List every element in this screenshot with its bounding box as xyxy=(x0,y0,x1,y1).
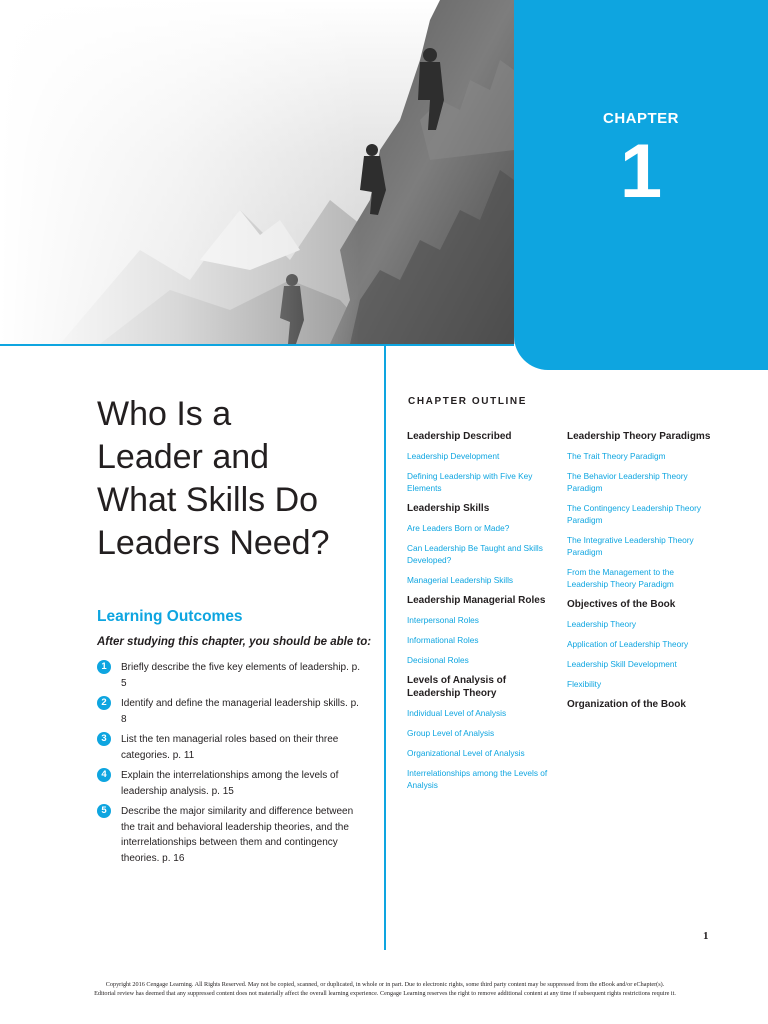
outline-section-heading: Leadership Managerial Roles xyxy=(407,595,546,606)
learning-outcome-item xyxy=(97,732,367,763)
outline-link[interactable]: Interpersonal Roles xyxy=(407,615,479,625)
outcome-number-badge: 1 xyxy=(97,660,111,674)
learning-outcome-item xyxy=(97,804,367,866)
outline-link[interactable]: Informational Roles xyxy=(407,635,479,645)
title-line: Leader and xyxy=(97,438,270,476)
chapter-number: 1 xyxy=(619,129,663,214)
outline-column-1 xyxy=(407,430,557,799)
outline-link[interactable]: Organizational Level of Analysis xyxy=(407,748,525,758)
learning-outcome-item xyxy=(97,768,367,799)
learning-outcome-item xyxy=(97,660,367,691)
outline-link[interactable]: Leadership Development xyxy=(407,451,500,461)
horizontal-divider xyxy=(0,344,514,346)
outline-section-heading: Leadership Skills xyxy=(407,503,490,514)
outline-link[interactable]: The Contingency Leadership Theory Paradigm xyxy=(567,503,702,525)
outline-link[interactable]: Can Leadership Be Taught and Skills Developed? xyxy=(407,543,543,565)
copyright-line: Editorial review has deemed that any suppressed content does not materially affect the overall learning experience. Cengage Learning reserves the right to remove additional content at any time if subsequent rights restrictions require it. xyxy=(94,990,676,997)
title-line: Leaders Need? xyxy=(97,524,330,562)
outcome-text: Identify and define the managerial leadership skills. p. 8 xyxy=(121,698,359,725)
outline-link[interactable]: Are Leaders Born or Made? xyxy=(407,523,510,533)
outline-section-heading: Leadership Described xyxy=(407,431,512,442)
outcome-text: Explain the interrelationships among the levels of leadership analysis. p. 15 xyxy=(121,770,339,797)
outline-section-heading: Leadership Theory Paradigms xyxy=(567,431,711,442)
outline-link[interactable]: Leadership Theory xyxy=(567,619,637,629)
outcome-number-badge: 2 xyxy=(97,696,111,710)
learning-outcomes-heading: Learning Outcomes xyxy=(97,608,243,625)
outline-link[interactable]: Group Level of Analysis xyxy=(407,728,495,738)
outcome-number-badge: 5 xyxy=(97,804,111,818)
outline-section-heading: Levels of Analysis of Leadership Theory xyxy=(407,675,507,699)
page-number: 1 xyxy=(703,930,709,942)
outline-link[interactable]: Managerial Leadership Skills xyxy=(407,575,514,585)
outline-link[interactable]: Decisional Roles xyxy=(407,655,469,665)
outline-section-heading: Objectives of the Book xyxy=(567,599,676,610)
chapter-tab xyxy=(514,0,768,370)
vertical-divider xyxy=(384,344,386,950)
outline-link[interactable]: Application of Leadership Theory xyxy=(567,639,689,649)
outline-column-2 xyxy=(567,430,717,718)
copyright-notice xyxy=(40,980,730,998)
outcome-text: Describe the major similarity and difference between the trait and behavioral leadership theories, and the interrelationships between them and contingency theories. p. 16 xyxy=(121,806,354,864)
outline-link[interactable]: Flexibility xyxy=(567,679,602,689)
learning-outcomes-list xyxy=(97,660,367,871)
outline-section-heading: Organization of the Book xyxy=(567,699,686,710)
copyright-line: Copyright 2016 Cengage Learning. All Rights Reserved. May not be copied, scanned, or duplicated, in whole or in part. Due to electronic rights, some third party content may be suppressed from the eBook and/or eChapter(s). xyxy=(105,981,665,988)
outcome-number-badge: 4 xyxy=(97,768,111,782)
outline-link[interactable]: The Behavior Leadership Theory Paradigm xyxy=(567,471,688,493)
outcome-text: List the ten managerial roles based on their three categories. p. 11 xyxy=(121,734,339,761)
outline-link[interactable]: Leadership Skill Development xyxy=(567,659,677,669)
chapter-title xyxy=(97,393,377,565)
chapter-outline-heading: CHAPTER OUTLINE xyxy=(408,396,527,407)
outcome-text: Briefly describe the five key elements of leadership. p. 5 xyxy=(121,662,361,689)
outline-link[interactable]: The Trait Theory Paradigm xyxy=(567,451,666,461)
chapter-label: CHAPTER xyxy=(602,110,679,127)
title-line: What Skills Do xyxy=(97,481,319,519)
outline-link[interactable]: The Integrative Leadership Theory Paradigm xyxy=(567,535,694,557)
outline-link[interactable]: From the Management to the Leadership Theory Paradigm xyxy=(567,567,674,589)
outcome-number-badge: 3 xyxy=(97,732,111,746)
outline-link[interactable]: Individual Level of Analysis xyxy=(407,708,507,718)
outline-link[interactable]: Interrelationships among the Levels of Analysis xyxy=(407,768,548,790)
title-line: Who Is a xyxy=(97,395,232,433)
outline-link[interactable]: Defining Leadership with Five Key Elements xyxy=(407,471,533,493)
learning-outcomes-intro: After studying this chapter, you should be able to: xyxy=(97,636,372,648)
learning-outcome-item xyxy=(97,696,367,727)
